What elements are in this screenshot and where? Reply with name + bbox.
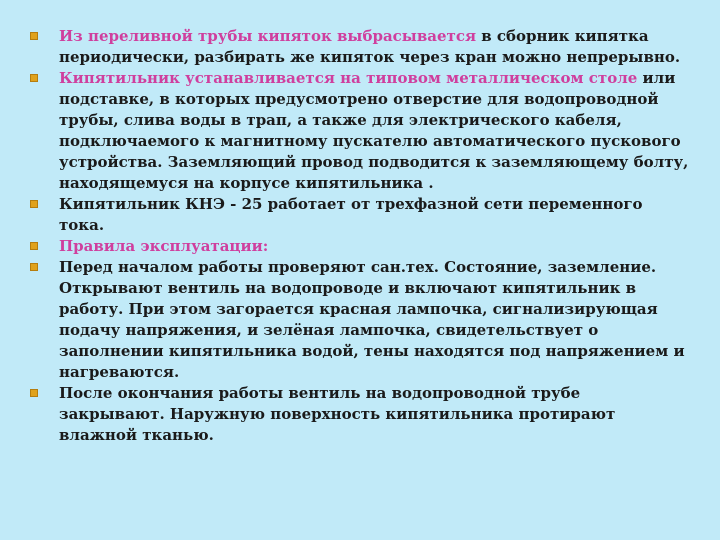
item-accent-text: Правила эксплуатации: — [59, 237, 269, 255]
list-item — [30, 236, 690, 257]
list-item — [30, 26, 690, 68]
item-text: или подставке, в которых предусмотрено отверстие для водопроводной трубы, слива воды в трап, а также для электрического кабеля, подключаемого к магнитному пускателю автоматического пускового устройства. Заземляющий провод подводится к заземляющему болту, находящемуся на корпусе кипятильника . — [59, 69, 689, 192]
square-bullet-icon — [30, 32, 38, 40]
square-bullet-icon — [30, 242, 38, 250]
item-accent-text: Кипятильник устанавливается на типовом металлическом столе — [59, 69, 638, 87]
list-item — [30, 383, 690, 446]
list-item — [30, 194, 690, 236]
square-bullet-icon — [30, 263, 38, 271]
item-text: Кипятильник КНЭ - 25 работает от трехфазной сети переменного тока. — [59, 195, 643, 234]
square-bullet-icon — [30, 200, 38, 208]
item-text: После окончания работы вентиль на водопроводной трубе закрывают. Наружную поверхность кипятильника протирают влажной тканью. — [59, 384, 616, 444]
list-item — [30, 68, 690, 194]
item-text: в сборник кипятка периодически, разбирать же кипяток через кран можно непрерывно. — [59, 27, 681, 66]
item-accent-text: Из переливной трубы кипяток выбрасывается — [59, 27, 477, 45]
square-bullet-icon — [30, 74, 38, 82]
list-item — [30, 257, 690, 383]
item-text: Перед началом работы проверяют сан.тех. Состояние, заземление. Открывают вентиль на водопроводе и включают кипятильник в работу. При этом загорается красная лампочка, сигнализирующая подачу напряжения, и зелёная лампочка, свидетельствует о заполнении кипятильника водой, тены находятся под напряжением и нагреваются. — [59, 258, 685, 381]
bullet-list — [30, 26, 690, 446]
square-bullet-icon — [30, 389, 38, 397]
